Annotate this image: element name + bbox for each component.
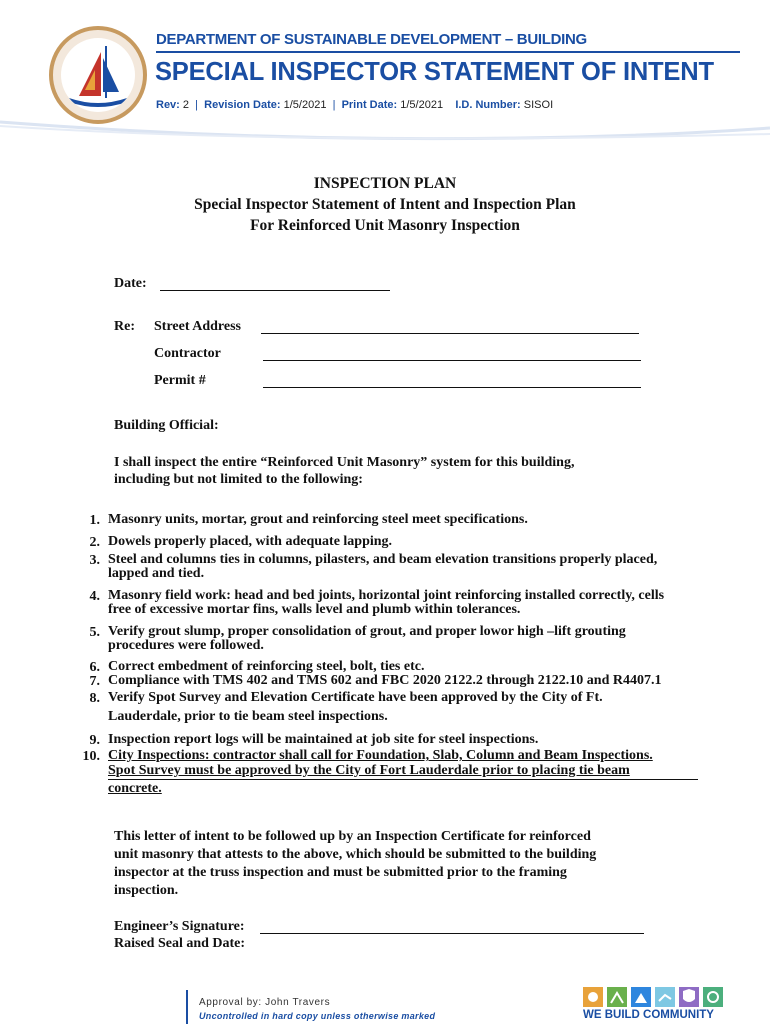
intro-line-1: I shall inspect the entire “Reinforced Unit Masonry” system for this building, (114, 455, 575, 470)
list-item: Inspection report logs will be maintained at job site for steel inspections. (108, 732, 539, 747)
contractor-label: Contractor (154, 346, 221, 361)
list-item-continued: lapped and tied. (108, 566, 205, 581)
list-item: Verify Spot Survey and Elevation Certificate have been approved by the City of Ft. (108, 690, 603, 705)
date-label: Date: (114, 276, 147, 291)
meta-separator: | (332, 99, 336, 111)
building-official-label: Building Official: (114, 418, 219, 433)
header-swoosh (0, 108, 770, 148)
street-address-field[interactable] (261, 333, 639, 334)
footer-bar (186, 990, 188, 1024)
permit-label: Permit # (154, 373, 206, 388)
item-number: 9. (89, 733, 100, 748)
contractor-field[interactable] (263, 360, 641, 361)
list-item-continued: Spot Survey must be approved by the City of Fort Lauderdale prior to placing tie beam (108, 763, 630, 778)
item-number: 3. (89, 553, 100, 568)
item-number: 7. (89, 674, 100, 689)
print-date-value: 1/5/2021 (400, 99, 444, 111)
revision-date-value: 1/5/2021 (283, 99, 327, 111)
item-number: 6. (89, 660, 100, 675)
uncontrolled-notice: Uncontrolled in hard copy unless otherwise marked (199, 1011, 436, 1021)
approval-text: Approval by: John Travers (199, 997, 331, 1008)
list-item-continued: procedures were followed. (108, 638, 264, 653)
list-item: Masonry field work: head and bed joints, horizontal joint reinforcing installed correctly, cells (108, 588, 665, 603)
list-item: Masonry units, mortar, grout and reinforcing steel meet specifications. (108, 512, 528, 527)
permit-field[interactable] (263, 387, 641, 388)
id-value: SISOI (523, 99, 554, 111)
list-item-continued: free of excessive mortar fins, walls level and plumb within tolerances. (108, 602, 521, 617)
list-item-continued: concrete. (108, 781, 162, 796)
department-name: DEPARTMENT OF SUSTAINABLE DEVELOPMENT – BUILDING (156, 31, 587, 48)
list-item: Correct embedment of reinforcing steel, bolt, ties etc. (108, 659, 425, 674)
item-number: 4. (89, 589, 100, 604)
revision-date-label: Revision Date: (204, 99, 281, 111)
street-address-label: Street Address (154, 319, 241, 334)
plan-subheading-1: Special Inspector Statement of Intent and Inspection Plan (194, 196, 576, 213)
engineer-signature-field[interactable] (260, 933, 644, 934)
list-item: Compliance with TMS 402 and TMS 602 and FBC 2020 2122.2 through 2122.10 and R4407.1 (108, 673, 662, 688)
community-icons (583, 985, 725, 1009)
raised-seal-label: Raised Seal and Date: (114, 936, 246, 951)
date-field[interactable] (160, 290, 390, 291)
header-rule (156, 51, 740, 53)
closing-line-2: unit masonry that attests to the above, which should be submitted to the building (114, 847, 597, 862)
print-date-label: Print Date: (341, 99, 398, 111)
item-10-rule (108, 779, 698, 780)
item-number: 10. (82, 749, 100, 764)
list-item-continued: Lauderdale, prior to tie beam steel inspections. (108, 709, 388, 724)
intro-line-2: including but not limited to the following: (114, 472, 363, 487)
re-label: Re: (114, 319, 135, 334)
list-item: Steel and columns ties in columns, pilasters, and beam elevation transitions properly placed, (108, 552, 658, 567)
item-number: 1. (89, 513, 100, 528)
meta-separator: | (195, 99, 199, 111)
list-item: Dowels properly placed, with adequate lapping. (108, 534, 393, 549)
we-build-community-logo: WE BUILD COMMUNITY (583, 1009, 714, 1021)
plan-heading: INSPECTION PLAN (313, 175, 457, 192)
list-item: Verify grout slump, proper consolidation of grout, and proper lowor high –lift grouting (108, 624, 626, 639)
rev-value: 2 (182, 99, 190, 111)
document-title: SPECIAL INSPECTOR STATEMENT OF INTENT (155, 58, 714, 86)
id-label: I.D. Number: (455, 99, 521, 111)
plan-subheading-2: For Reinforced Unit Masonry Inspection (250, 217, 520, 234)
rev-label: Rev: (156, 99, 180, 111)
closing-line-4: inspection. (114, 883, 179, 898)
item-number: 2. (89, 535, 100, 550)
engineer-signature-label: Engineer’s Signature: (114, 919, 245, 934)
closing-line-1: This letter of intent to be followed up by an Inspection Certificate for reinforced (114, 829, 591, 844)
item-number: 5. (89, 625, 100, 640)
item-number: 8. (89, 691, 100, 706)
list-item: City Inspections: contractor shall call for Foundation, Slab, Column and Beam Inspections. (108, 748, 653, 763)
closing-line-3: inspector at the truss inspection and must be submitted prior to the framing (114, 865, 567, 880)
